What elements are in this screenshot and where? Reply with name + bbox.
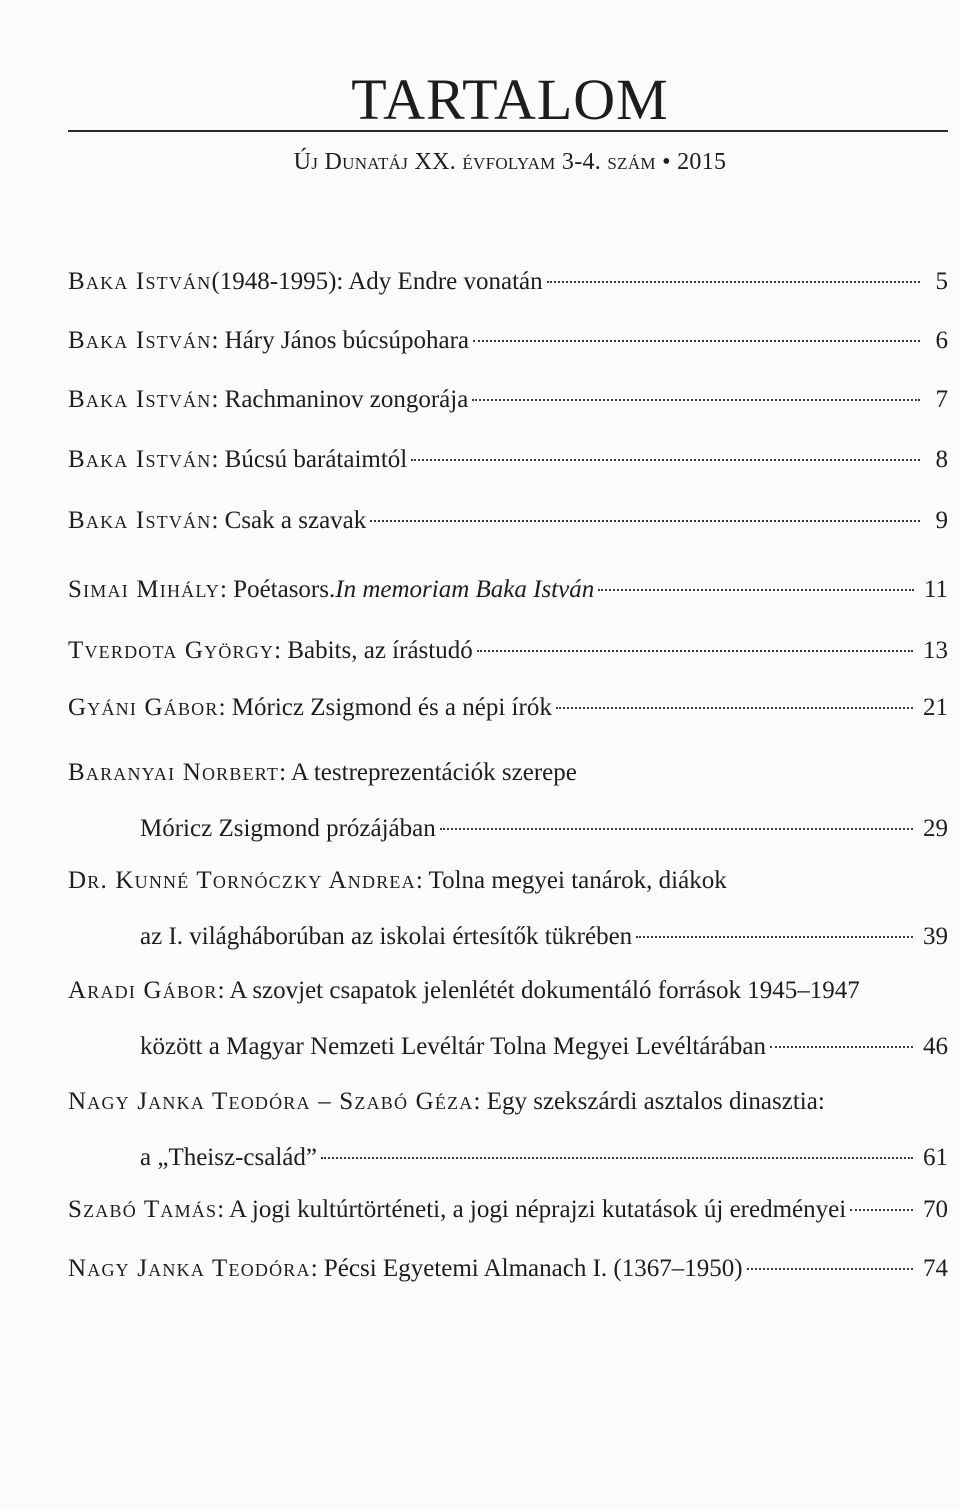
- toc-entry: [68, 1085, 948, 1175]
- toc-title: : A szovjet csapatok jelenlétét dokumentáló források 1945–1947: [217, 977, 860, 1004]
- toc-entry: [68, 634, 948, 668]
- toc-page-number: 61: [923, 1144, 948, 1171]
- title-rule: [68, 130, 948, 132]
- toc-author: Nagy Janka Teodóra: [68, 1255, 311, 1282]
- leader-dots: [472, 399, 920, 401]
- toc-entry: [68, 265, 948, 299]
- toc-title: : Tolna megyei tanárok, diákok: [415, 867, 727, 894]
- toc-entry: [68, 504, 948, 538]
- toc-author: Tverdota György: [68, 637, 275, 664]
- toc-author: Dr. Kunné Tornóczky Andrea: [68, 867, 416, 894]
- toc-author: Baka István: [68, 386, 212, 413]
- toc-author: Baka István: [68, 507, 212, 534]
- toc-author: Baranyai Norbert: [68, 759, 280, 786]
- toc-title: : A testreprezentációk szerepe: [279, 759, 577, 786]
- toc-page-number: 74: [923, 1255, 948, 1282]
- leader-dots: [547, 281, 920, 283]
- toc-page-number: 21: [923, 694, 948, 721]
- toc-author: Aradi Gábor: [68, 977, 218, 1004]
- leader-dots: [473, 340, 920, 342]
- toc-page-number: 11: [923, 576, 948, 603]
- toc-page-number: 6: [935, 327, 948, 354]
- leader-dots: [477, 650, 913, 652]
- toc-entry: [68, 573, 948, 607]
- toc-title-continuation: az I. világháborúban az iskolai értesítők tükrében: [140, 923, 633, 950]
- toc-title-continuation: Móricz Zsigmond prózájában: [140, 815, 436, 842]
- toc-title: : Csak a szavak: [211, 507, 367, 534]
- leader-dots: [321, 1157, 913, 1159]
- toc-author: Simai Mihály: [68, 576, 220, 603]
- toc-title: : Háry János búcsúpohara: [211, 327, 470, 354]
- toc-page-number: 8: [935, 446, 948, 473]
- toc-page-number: 29: [923, 815, 948, 842]
- toc-title-italic: In memoriam Baka István: [335, 576, 595, 603]
- toc-entry: [68, 443, 948, 477]
- toc-page-number: 13: [923, 637, 948, 664]
- toc-page-number: 9: [935, 507, 948, 534]
- toc-title: : Móricz Zsigmond és a népi írók: [218, 694, 552, 721]
- toc-title: : Pécsi Egyetemi Almanach I. (1367–1950): [310, 1255, 743, 1282]
- toc-author: Baka István: [68, 327, 212, 354]
- toc-title-continuation: között a Magyar Nemzeti Levéltár Tolna Megyei Levéltárában: [140, 1033, 766, 1060]
- toc-entry: [68, 756, 948, 846]
- toc-author: Gyáni Gábor: [68, 694, 219, 721]
- leader-dots: [747, 1268, 913, 1270]
- leader-dots: [440, 828, 913, 830]
- leader-dots: [556, 707, 913, 709]
- toc-entry: [68, 864, 948, 954]
- toc-page-number: 46: [923, 1033, 948, 1060]
- leader-dots: [598, 589, 914, 591]
- toc-entry: [68, 1193, 948, 1227]
- toc-title: : Egy szekszárdi asztalos dinasztia:: [473, 1088, 825, 1115]
- leader-dots: [411, 459, 920, 461]
- toc-entry: [68, 383, 948, 417]
- leader-dots: [850, 1209, 913, 1211]
- toc-title: : Poétasors.: [219, 576, 336, 603]
- toc-author: Nagy Janka Teodóra – Szabó Géza: [68, 1088, 474, 1115]
- toc-author: Baka István: [68, 268, 212, 295]
- toc-title: : Rachmaninov zongorája: [211, 386, 469, 413]
- leader-dots: [370, 520, 920, 522]
- toc-entry: [68, 691, 948, 725]
- toc-page-number: 5: [935, 268, 948, 295]
- leader-dots: [636, 936, 913, 938]
- toc-title: : A jogi kultúrtörténeti, a jogi néprajzi kutatások új eredményei: [217, 1196, 847, 1223]
- toc-page-number: 70: [923, 1196, 948, 1223]
- toc-title-continuation: a „Theisz-család”: [140, 1144, 317, 1171]
- page-title: TARTALOM: [351, 67, 669, 132]
- toc-title: : Búcsú barátaimtól: [211, 446, 408, 473]
- toc-page-number: 39: [923, 923, 948, 950]
- journal-subtitle: Új Dunatáj XX. évfolyam 3-4. szám • 2015: [293, 149, 727, 175]
- toc-entry: [68, 974, 948, 1064]
- toc-title: (1948-1995): Ady Endre vonatán: [211, 268, 543, 295]
- toc-page-number: 7: [935, 386, 948, 413]
- toc-title: : Babits, az írástudó: [274, 637, 473, 664]
- toc-entry: [68, 1252, 948, 1286]
- toc-author: Szabó Tamás: [68, 1196, 218, 1223]
- toc-author: Baka István: [68, 446, 212, 473]
- leader-dots: [770, 1046, 913, 1048]
- toc-entry: [68, 324, 948, 358]
